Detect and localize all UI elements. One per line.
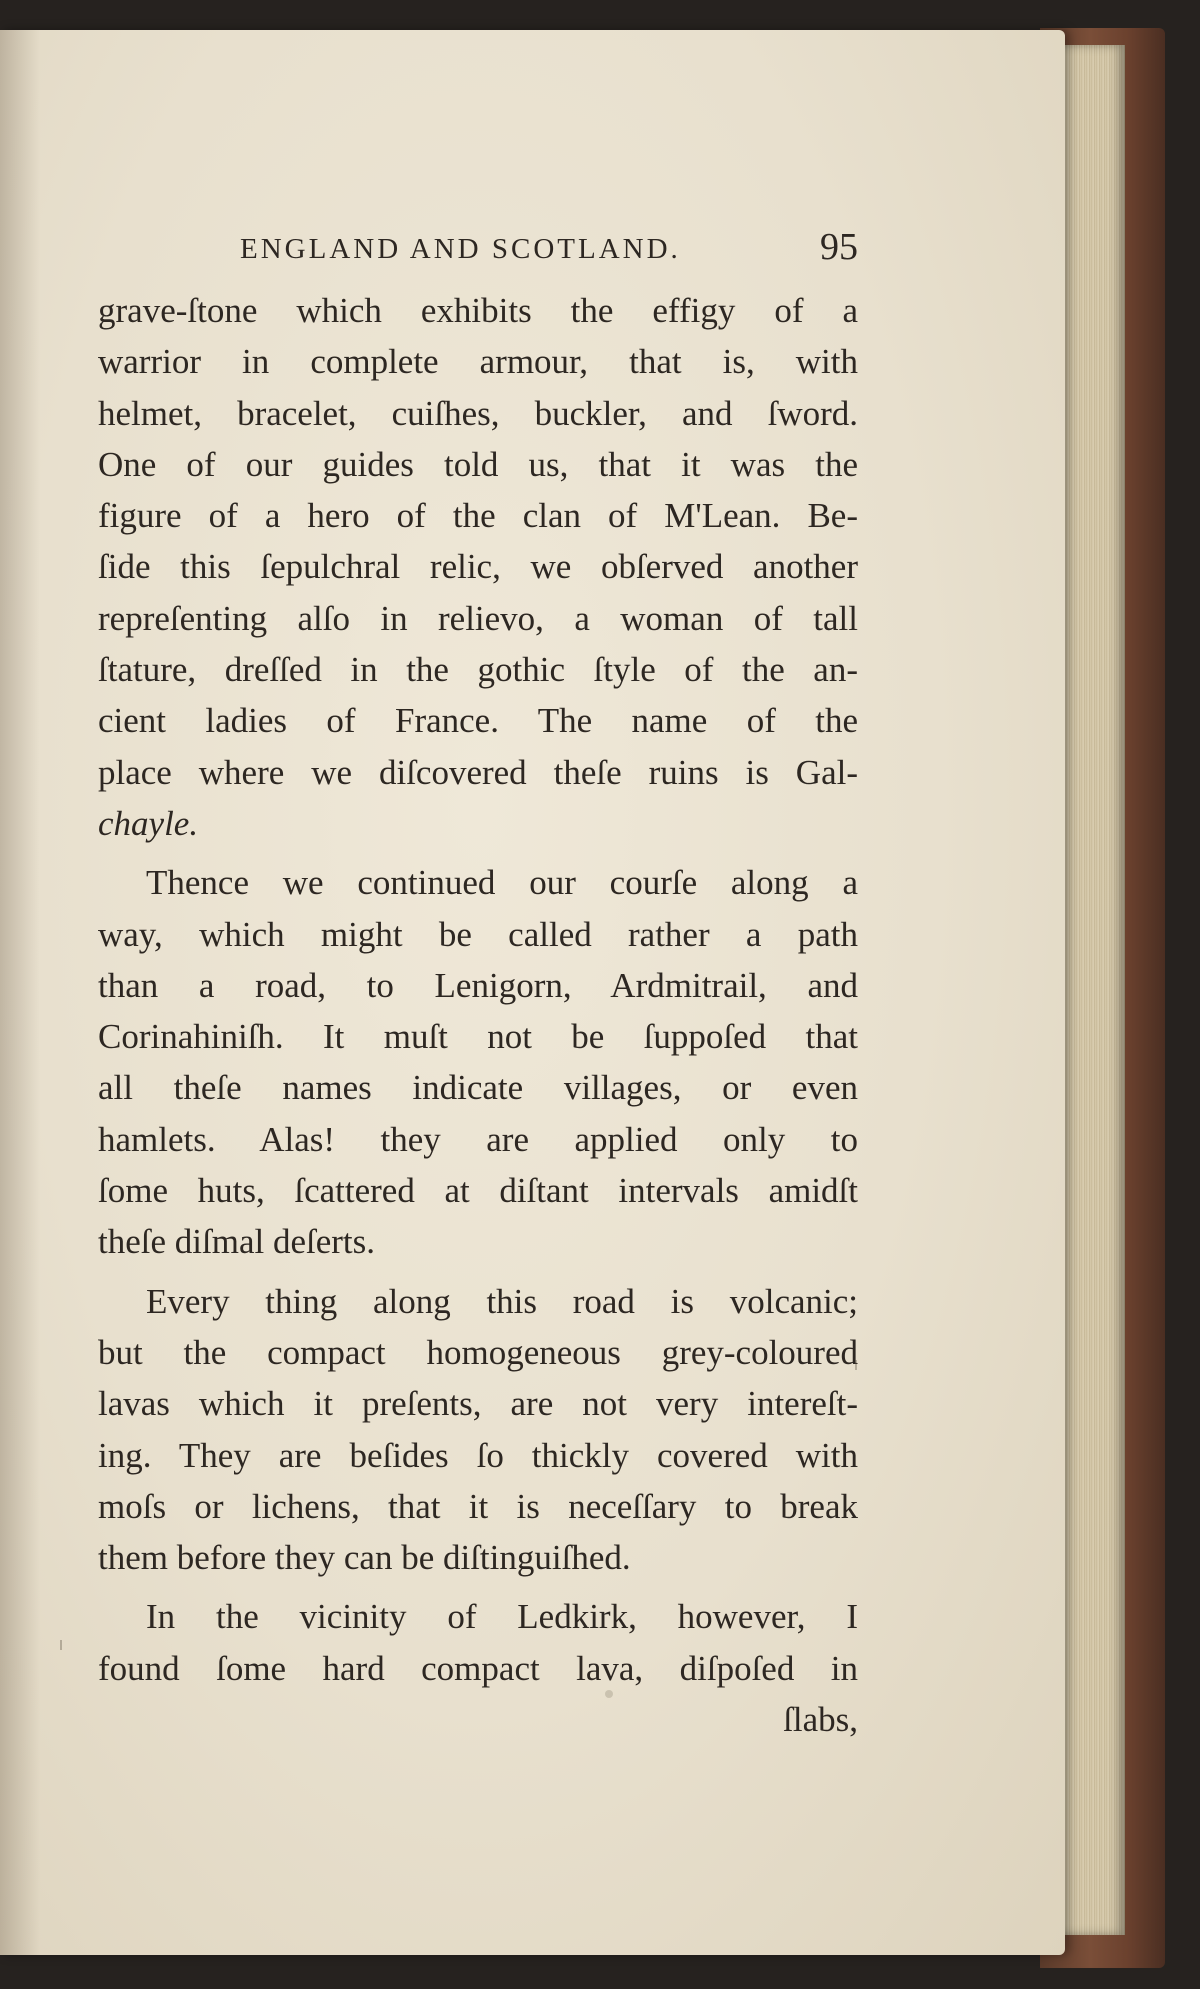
text-line: helmet, bracelet, cuiſhes, buckler, and ſword. [98,393,858,433]
paper-speck [855,1360,857,1370]
gutter-shadow [0,30,40,1955]
text-line: ſtature, dreſſed in the gothic ſtyle of the an- [98,650,858,690]
text-line: hamlets. Alas! they are applied only to [98,1119,858,1159]
paragraph-4 [98,1591,858,1745]
text-line: moſs or lichens, that it is neceſſary to break [98,1486,858,1526]
text-line: place where we diſcovered theſe ruins is Gal- [98,752,858,792]
text-line: but the compact homogeneous grey-coloured [98,1332,858,1372]
text-line: than a road, to Lenigorn, Ardmitrail, and [98,965,858,1005]
paper-speck [605,1690,613,1698]
catchword: ſlabs, [783,1700,858,1740]
running-head [98,225,858,285]
running-head-title: ENGLAND AND SCOTLAND. [240,233,681,265]
text-line: grave-ſtone which exhibits the effigy of a [98,291,858,330]
text-line: Corinahiniſh. It muſt not be ſuppoſed that [98,1017,858,1057]
text-line: way, which might be called rather a path [98,914,858,954]
text-line: Every thing along this road is volcanic; [146,1281,858,1321]
text-line: found ſome hard compact lava, diſpoſed in [98,1648,858,1688]
paragraph-2 [98,857,858,1267]
text-line: all theſe names indicate villages, or even [98,1068,858,1108]
text-line: warrior in complete armour, that is, with [98,342,858,382]
text-line: chayle. [98,803,199,843]
text-line: ſome huts, ſcattered at diſtant intervals amidſt [98,1171,858,1211]
paragraph-3 [98,1276,858,1584]
text-line: cient ladies of France. The name of the [98,701,858,741]
text-line: ing. They are beſides ſo thickly covered with [98,1435,858,1475]
text-line: theſe diſmal deſerts. [98,1222,375,1262]
paragraph-1 [98,285,858,849]
book-page [0,30,1065,1955]
paper-speck [60,1640,62,1650]
page-number: 95 [820,226,858,268]
text-line: ſide this ſepulchral relic, we obſerved another [98,547,858,587]
text-line: them before they can be diſtinguiſhed. [98,1538,631,1578]
text-line: repreſenting alſo in relievo, a woman of tall [98,598,858,638]
text-line: figure of a hero of the clan of M'Lean. Be- [98,496,858,536]
text-line: Thence we continued our courſe along a [146,863,858,903]
text-line: lavas which it preſents, are not very intereſt- [98,1384,858,1424]
text-line: One of our guides told us, that it was the [98,444,858,484]
text-block [98,225,858,1745]
text-line: In the vicinity of Ledkirk, however, I [146,1597,858,1637]
